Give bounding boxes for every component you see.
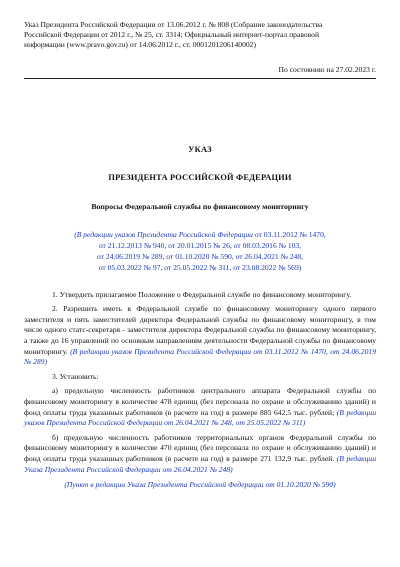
paragraph-3a-edit-link[interactable]: (В редакции указов Президента Российской Федерации от 26.04.2021 № 248, от 25.05.2022 № 311) [24,407,377,428]
header-line-3: информации (www.pravo.gov.ru) от 14.06.2012 г., ст. 0001201206140002) [24,40,256,50]
edits-block [24,229,376,273]
header-line-2: Российской Федерации от 2012 г., № 25, ст. 3314; Официальный интернет-портал правовой [24,30,320,40]
edit-link[interactable]: от 03.11.2012 № 1470, [254,229,326,239]
paragraph-3a-text: а) предельную численность работников центрального аппарата Федеральной службы по финансовому мониторингу в количестве 478 единиц (без персонала по охране и обслуживанию зданий) и фонд оплаты труда указанных работников (в расчете на год) в размере 885 642,5 тыс. рублей; [24,386,376,417]
paragraph-3: 3. Установить: [52,371,99,381]
header-divider [24,78,376,79]
edits-line-1 [24,229,376,240]
document-header [24,20,376,51]
paragraph-3a [24,386,376,428]
paragraph-1: 1. Утвердить прилагаемое Положение о Федеральной службе по финансовому мониторингу. [52,289,352,299]
edits-line-3[interactable]: от 24.06.2019 № 289, от 01.10.2020 № 590, от 26.04.2021 № 248, [96,251,304,261]
paragraph-2 [24,304,376,368]
edits-label: (В редакции указов Президента Российской Федерации [74,229,253,239]
paragraph-3b [24,433,376,475]
doc-title-subject: Вопросы Федеральной службы по финансовому мониторингу [91,201,309,211]
document-body [24,290,376,491]
header-line-1: Указ Президента Российской Федерации от 13.06.2012 г. № 808 (Собрание законодательства [24,20,323,29]
paragraph-2-text: 2. Разрешить иметь в Федеральной службе по финансовому мониторингу одного первого заместителя и пять заместителей директора Федеральной службы по финансовому мониторингу, в том числе одного статс-секретаря - заместителя директора Федеральной службы по финансовому мониторингу, а также до 16 управлений по основным направлениям деятельности Федеральной службы по финансовому мониторингу. [24,304,376,356]
paragraph-3b-edit-link[interactable]: (В редакции Указа Президента Российской Федерации от 26.04.2021 № 248) [24,453,377,474]
state-date: По состоянию на 27.02.2023 г. [278,64,376,74]
doc-title-president: ПРЕЗИДЕНТА РОССИЙСКОЙ ФЕДЕРАЦИИ [108,172,292,182]
edits-line-2[interactable]: от 21.12.2013 № 940, от 20.01.2015 № 26, от 08.03.2016 № 103, [98,240,302,250]
doc-title-decree: УКАЗ [188,144,212,154]
edits-line-4[interactable]: от 05.03.2022 № 97, от 25.05.2022 № 311, от 23.08.2022 № 569) [98,262,302,272]
final-edit-link[interactable]: (Пункт в редакции Указа Президента Российской Федерации от 01.10.2020 № 590) [64,480,336,490]
paragraph-2-edit-link[interactable]: (В редакции указов Президента Российской Федерации от 03.11.2012 № 1470, от 24.06.2019 № 289) [24,346,376,367]
paragraph-3b-text: б) предельную численность работников территориальных органов Федеральной службы по финансовому мониторингу в количестве 470 единиц (без персонала по охране и обслуживанию зданий) и фонд оплаты труда указанных работников (в расчете на год) в размере 271 132,9 тыс. рублей. [24,432,376,463]
